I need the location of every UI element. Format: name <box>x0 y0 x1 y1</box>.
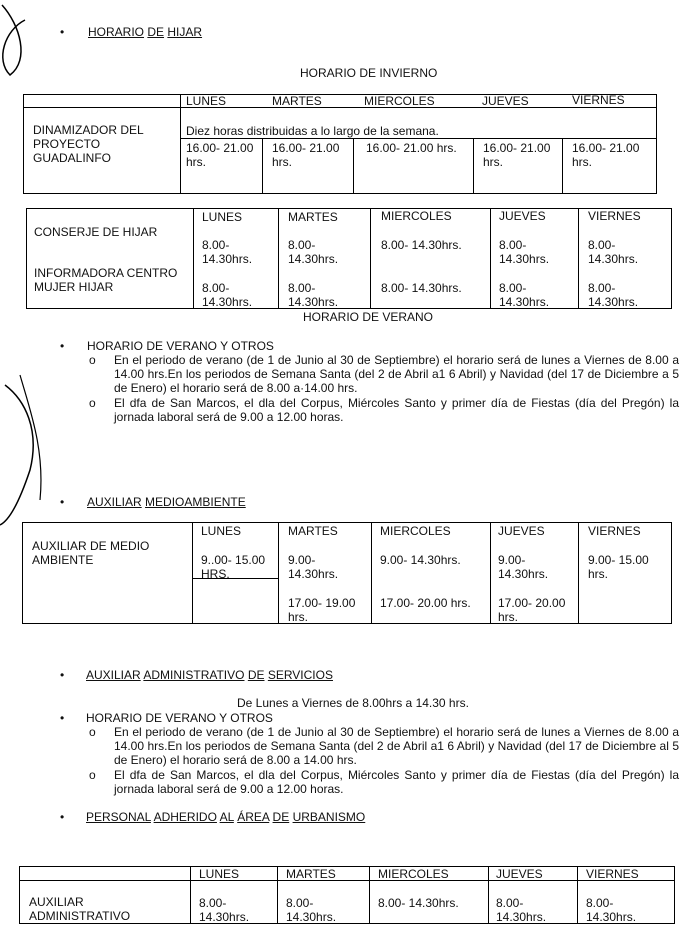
verano-item: En el periodo de verano (de 1 de Junio al 30 de Septiembre) el horario será de lunes a Viernes de 8.00 a 14.00 hrs.En los periodos de Semana Santa (del 2 de Abril a1 6 Abril) y Navidad (del 17 de Diciembre a 5 de Enero) el horario será de 8.00 a·14.00 hrs. <box>114 353 679 395</box>
row-label-conserje: CONSERJE DE HIJAR <box>34 225 158 239</box>
section-title-hijar: HORARIO DE HIJAR <box>88 25 203 39</box>
day-header: JUEVES <box>482 94 529 108</box>
hours-cell: 8.00- 14.30hrs. <box>499 238 550 266</box>
day-header: MARTES <box>288 524 338 538</box>
day-header: LUNES <box>186 94 227 108</box>
hours-cell: 9.00- 14.30hrs. <box>498 553 549 581</box>
bullet: • <box>60 339 65 353</box>
hours-cell: 17.00- 19.00 hrs. <box>288 596 356 624</box>
day-header: JUEVES <box>499 209 546 223</box>
section-title-medioambiente: AUXILIAR MEDIOAMBIENTE <box>87 495 246 509</box>
hours-cell: 17.00- 20.00 hrs. <box>380 596 471 610</box>
hours-cell: 8.00- 14.30hrs. <box>378 896 459 910</box>
hours-cell: 8.00- 14.30hrs. <box>496 896 547 924</box>
day-header: JUEVES <box>496 867 543 881</box>
hours-cell: 16.00- 21.00 hrs. <box>366 141 457 155</box>
day-header: JUEVES <box>498 524 545 538</box>
hours-cell: 9..00- 15.00 HRS. <box>201 553 266 581</box>
verano-item: El dfa de San Marcos, el dla del Corpus, Miércoles Santo y primer día de Fiestas (día del Pregón) la jornada laboral será de 9.00 a 12.00 horas. <box>114 768 679 796</box>
hours-cell: 8.00- 14.30hrs. <box>199 896 250 924</box>
hours-cell: 8.00- 14.30hrs. <box>381 281 462 295</box>
day-header: MARTES <box>286 867 336 881</box>
day-header: MARTES <box>288 210 338 224</box>
day-header: VIERNES <box>586 867 639 881</box>
day-header: LUNES <box>202 210 243 224</box>
hours-cell: 8.00- 14.30hrs. <box>588 281 639 309</box>
hours-cell: 9.00- 15.00 hrs. <box>588 553 649 581</box>
verano-title: HORARIO DE VERANO Y OTROS <box>86 711 273 725</box>
verano-item: En el periodo de verano (de 1 de Junio al 30 de Septiembre) el horario será de lunes a Viernes de 8.00 a 14.00 hrs.En los periodos de Semana Santa (del 2 de Abril a1 6 Abril) y Navidad (del 17 de Diciembre al 5 de Enero) el horario será de 8.00 a 14.00 hrs. <box>114 725 679 767</box>
dinamizador-note: Diez horas distribuidas a lo largo de la semana. <box>186 124 439 138</box>
day-header: MIERCOLES <box>378 867 449 881</box>
row-label-informadora: INFORMADORA CENTRO MUJER HIJAR <box>34 266 178 294</box>
day-header: MARTES <box>272 94 322 108</box>
bullet-o: o <box>89 353 96 367</box>
hours-cell: 9.00- 14.30hrs. <box>288 553 339 581</box>
bullet: • <box>60 495 65 509</box>
verano-title: HORARIO DE VERANO Y OTROS <box>87 339 274 353</box>
hours-cell: 16.00- 21.00 hrs. <box>572 141 640 169</box>
bullet-o: o <box>89 396 96 410</box>
admin-schedule: De Lunes a Viernes de 8.00hrs a 14.30 hrs. <box>237 696 469 710</box>
bullet-o: o <box>89 725 96 739</box>
hours-cell: 8.00- 14.30hrs. <box>588 238 639 266</box>
hours-cell: 8.00- 14.30hrs. <box>499 281 550 309</box>
day-header: MIERCOLES <box>381 209 452 223</box>
section-title-urbanismo: PERSONAL ADHERIDO AL ÁREA DE URBANISMO <box>86 810 366 824</box>
hours-cell: 8.00- 14.30hrs. <box>202 281 253 309</box>
bullet: • <box>60 810 65 824</box>
day-header: LUNES <box>201 524 242 538</box>
hours-cell: 8.00- 14.30hrs. <box>288 281 339 309</box>
hours-cell: 8.00- 14.30hrs. <box>202 238 253 266</box>
row-label-medioambiente: AUXILIAR DE MEDIO AMBIENTE <box>32 539 150 567</box>
day-header: MIERCOLES <box>380 524 451 538</box>
bullet: • <box>60 25 65 39</box>
day-header: VIERNES <box>588 209 641 223</box>
day-header: VIERNES <box>588 524 641 538</box>
summer-heading: HORARIO DE VERANO <box>303 310 434 324</box>
verano-item: El dfa de San Marcos, el dla del Corpus, Miércoles Santo y primer día de Fiestas (día del Pregón) la jornada laboral será de 9.00 a 12.00 horas. <box>114 396 679 424</box>
bullet: • <box>60 668 65 682</box>
hours-cell: 8.00- 14.30hrs. <box>288 238 339 266</box>
winter-heading: HORARIO DE INVIERNO <box>300 66 438 80</box>
bullet-o: o <box>89 768 96 782</box>
day-header: MIERCOLES <box>364 94 435 108</box>
hours-cell: 16.00- 21.00 hrs. <box>186 141 254 169</box>
hours-cell: 8.00- 14.30hrs. <box>381 238 462 252</box>
day-header: VIERNES <box>572 93 625 107</box>
bullet: • <box>60 711 65 725</box>
hours-cell: 9.00- 14.30hrs. <box>380 553 461 567</box>
section-title-admin-servicios: AUXILIAR ADMINISTRATIVO DE SERVICIOS <box>86 668 333 682</box>
hours-cell: 17.00- 20.00 hrs. <box>498 596 566 624</box>
hours-cell: 16.00- 21.00 hrs. <box>272 141 340 169</box>
row-label-urbanismo: AUXILIAR ADMINISTRATIVO <box>29 895 131 923</box>
hours-cell: 16.00- 21.00 hrs. <box>483 141 551 169</box>
hours-cell: 8.00- 14.30hrs. <box>586 896 637 924</box>
row-label-dinamizador: DINAMIZADOR DEL PROYECTO GUADALINFO <box>33 123 144 165</box>
day-header: LUNES <box>199 867 240 881</box>
hours-cell: 8.00- 14.30hrs. <box>286 896 337 924</box>
